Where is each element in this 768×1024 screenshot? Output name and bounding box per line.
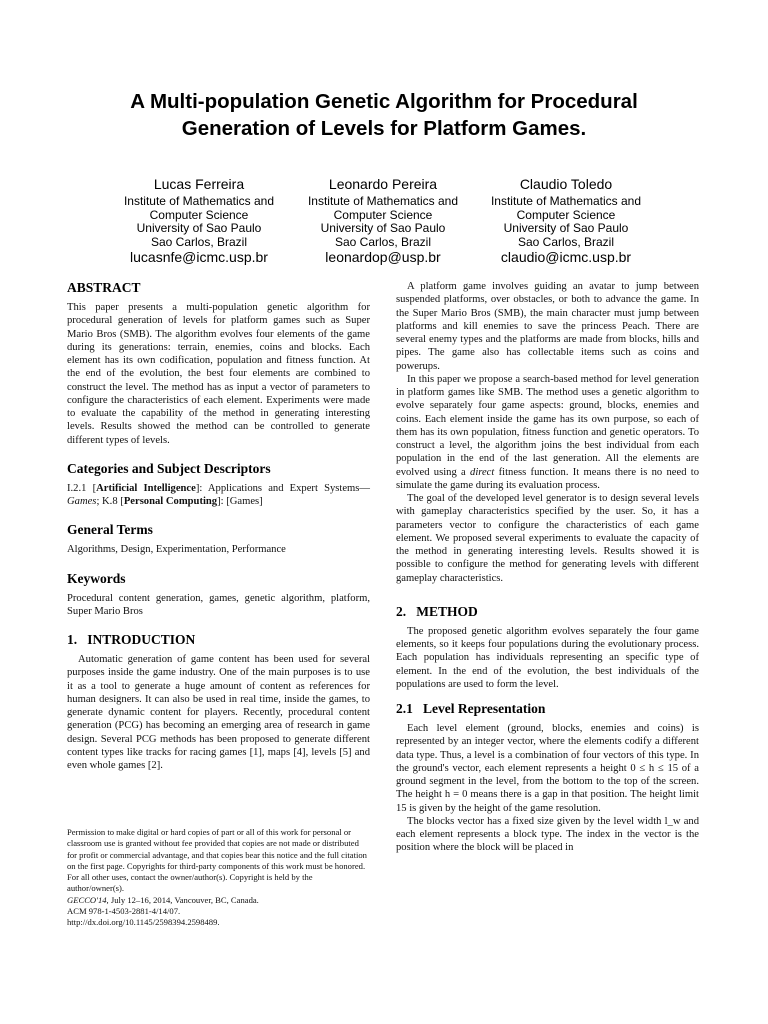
- author-block-2: [283, 176, 483, 265]
- method-heading: 2. METHOD: [396, 603, 478, 619]
- doi-link[interactable]: http://dx.doi.org/10.1145/2598394.2598489.: [67, 917, 220, 928]
- author-block-1: [99, 176, 299, 265]
- author-affiliation-2: Computer Science: [516, 207, 616, 222]
- paper-title: [60, 88, 708, 142]
- author-affiliation-2: Computer Science: [149, 207, 249, 222]
- author-affiliation-3: University of Sao Paulo: [136, 221, 262, 235]
- author-name: Lucas Ferreira: [153, 176, 245, 192]
- categories-text: I.2.1 [Artificial Intelligence]: Applications and Expert Systems—Games; K.8 [Personal Computing]: [Games]: [67, 482, 370, 507]
- intro-paragraph-platform: A platform game involves guiding an avatar to jump between suspended platforms, over obstacles, or both to advance the game. In the Super Mario Bros (SMB), the main character must jump between platforms and kill enemies to save the princess Peach. There are several enemy types and the platforms are made from blocks, hills and pipes. The game also has collectable items such as coins and powerups.: [396, 281, 699, 372]
- introduction-text: Automatic generation of game content has been used for several purposes inside the game industry. One of the main purposes is to use it as a tool to generate a huge amount of content as references for human designers. It can also be used in real time, inside the games, to generate dynamic content for players. Recently, procedural content generation (PCG) has becoming an emerging area of research in game design. Several PCG methods has been proposed to generate different content types like tracks for racing games [1], maps [4], levels [5] and even whole games [2].: [67, 654, 370, 771]
- keywords-text: Procedural content generation, games, genetic algorithm, platform, Super Mario Bros: [67, 592, 370, 617]
- abstract-text: This paper presents a multi-population genetic algorithm for procedural generation of levels for platform games such as Super Mario Bros (SMB). The algorithm evolves four elements of the game during its generations: terrain, enemies, coins and blocks. Each element has its own codification, population and fitness function. At the end of the evolution, the best four elements are combined to construct the level. The method has as input a vector of parameters to configure the characteristics of each element. Experiments were made to evaluate the capability of the method in generating interesting levels. Results showed the method can be controlled to generate different types of levels.: [67, 302, 370, 446]
- author-affiliation-1: Institute of Mathematics and: [490, 194, 642, 208]
- keywords-heading: Keywords: [67, 570, 126, 586]
- intro-paragraph-method: In this paper we propose a search-based method for level generation in platform games like SMB. The method uses a genetic algorithm to evolve separately four game aspects: ground, blocks, enemies and coins. Each element inside the game has its own purpose, so each of them has its own population, fitness function and genetic operators. To construct a level, the algorithm joins the best individual from each population in the end of the last generation. All the elements are evolved using a direct fitness function. It means there is no need to simulate the game during its evaluation process.: [396, 373, 699, 491]
- right-column: [396, 280, 699, 855]
- author-email: leonardop@usp.br: [325, 249, 441, 265]
- conference-line: GECCO'14, July 12–16, 2014, Vancouver, BC, Canada.: [67, 894, 259, 905]
- general-terms-text: Algorithms, Design, Experimentation, Performance: [67, 544, 286, 556]
- author-name: Claudio Toledo: [519, 176, 613, 192]
- introduction-heading: 1. INTRODUCTION: [67, 632, 196, 647]
- author-affiliation-1: Institute of Mathematics and: [123, 194, 275, 208]
- title-line-1: A Multi-population Genetic Algorithm for Procedural: [130, 90, 638, 113]
- left-column: [67, 280, 370, 772]
- level-representation-heading: 2.1 Level Representation: [396, 701, 546, 716]
- author-affiliation-3: University of Sao Paulo: [503, 221, 629, 235]
- author-affiliation-1: Institute of Mathematics and: [307, 194, 459, 208]
- author-affiliation-4: Sao Carlos, Brazil: [517, 234, 615, 249]
- author-affiliation-3: University of Sao Paulo: [320, 221, 446, 235]
- abstract-heading: ABSTRACT: [67, 280, 141, 295]
- author-email: lucasnfe@icmc.usp.br: [130, 249, 268, 265]
- blocks-vector-text: The blocks vector has a fixed size given by the level width l_w and each element represents a block type. The index in the vector is the position where the block will be placed in: [396, 815, 699, 854]
- author-affiliation-4: Sao Carlos, Brazil: [150, 234, 248, 249]
- acm-isbn: ACM 978-1-4503-2881-4/14/07.: [67, 906, 181, 917]
- author-email: claudio@icmc.usp.br: [500, 249, 632, 265]
- author-affiliation-4: Sao Carlos, Brazil: [334, 234, 432, 249]
- author-affiliation-2: Computer Science: [333, 207, 433, 222]
- method-text: The proposed genetic algorithm evolves separately the four game elements, so it keeps four populations during the evolutionary process. Each population has individuals representing an specific type of element. In the end of the evolution, the best individuals of the populations are used to form the level.: [396, 625, 699, 690]
- general-terms-heading: General Terms: [67, 522, 153, 538]
- author-name: Leonardo Pereira: [328, 176, 438, 192]
- level-representation-text: Each level element (ground, blocks, enemies and coins) is represented by an integer vector, where the elements codify a different data type. Thus, a level is a combination of four vectors of this type. In the ground's vector, each element represents a height 0 ≤ h ≤ 15 of a ground segment in the level, from the bottom to the top of the screen. The height h = 0 means there is a gap in that position. The height limit 15 is given by the height of the game resolution.: [396, 723, 699, 814]
- author-block-3: [466, 176, 666, 265]
- permission-text: Permission to make digital or hard copies of part or all of this work for personal or classroom use is granted without fee provided that copies are not made or distributed for profit or commercial advantage, and that copies bear this notice and the full citation on the first page. Copyrights for third-party components of this work must be honored. For all other uses, contact the owner/author(s). Copyright is held by the author/owner(s).: [67, 827, 367, 894]
- copyright-footnote: [67, 827, 370, 929]
- intro-paragraph-goal: The goal of the developed level generator is to design several levels with gameplay characteristics specified by the user. So, it has a parameters vector to configure the characteristics of each game element. We proposed several experiments to evaluate the capacity of the method in generating interesting levels. Results showed it is possible to configure the method for generating levels with different gameplay characteristics.: [396, 493, 699, 584]
- categories-heading: Categories and Subject Descriptors: [67, 460, 271, 476]
- title-line-2: Generation of Levels for Platform Games.: [181, 117, 587, 140]
